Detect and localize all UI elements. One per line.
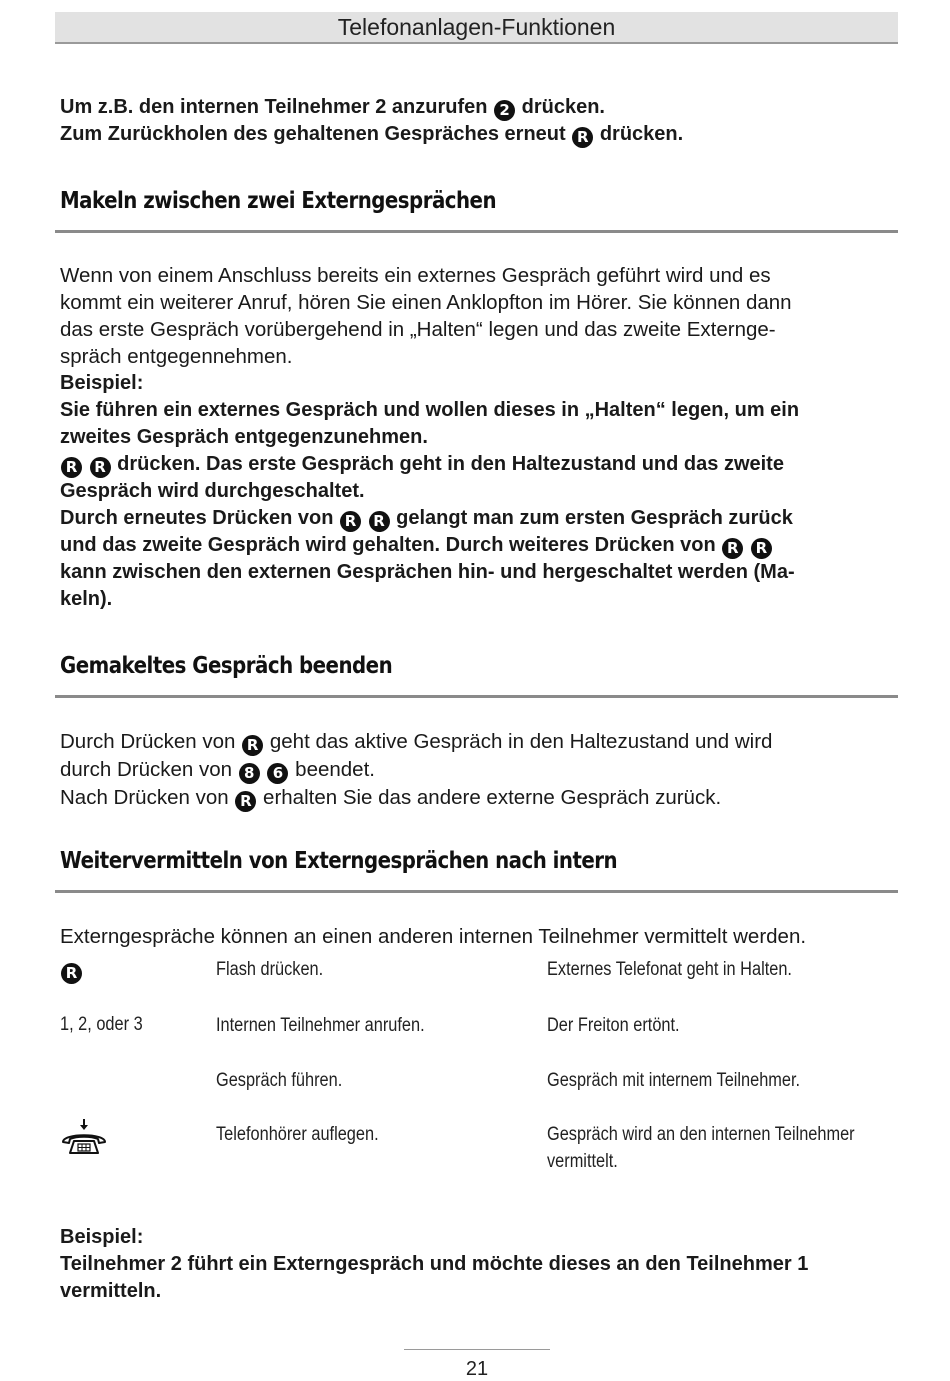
example-line: keln). [60,588,113,610]
paragraph-line: kommt ein weiterer Anruf, hören Sie einen Anklopfton im Hörer. Sie können dann [60,291,792,314]
key-2-icon: 2 [494,100,515,121]
key-r-icon: R [61,963,82,984]
key-r-icon: R [242,735,263,756]
section-divider [55,890,898,893]
header-title: Telefonanlagen-Funktionen [337,14,616,40]
example-line: Sie führen ein externes Gespräch und wollen dieses in „Halten“ legen, um ein [60,399,800,421]
example-line [60,451,890,478]
example-text: gelangt man zum ersten Gespräch zurück [396,507,793,529]
paragraph-text: beendet. [295,758,375,781]
example-text: Durch erneutes Drücken von [60,507,334,529]
handset-hangup-icon [58,1118,110,1158]
paragraph-line [60,784,890,812]
example-text: drücken. Das erste Gespräch geht in den Haltezustand und das zweite [117,453,784,475]
intro-text: Zum Zurückholen des gehaltenen Gespräches erneut [60,123,566,145]
example-line: kann zwischen den externen Gesprächen hin- und hergeschaltet werden (Ma- [60,561,795,583]
section1-paragraph [60,262,890,370]
step-action: Internen Teilnehmer anrufen. [216,1015,425,1036]
page-number: 21 [465,1358,489,1380]
section1-example [60,370,890,613]
key-r-icon: R [572,127,593,148]
intro-line-2 [60,121,890,148]
paragraph-line: Wenn von einem Anschluss bereits ein externes Gespräch geführt wird und es [60,264,771,287]
page-header [55,12,898,44]
step-action: Telefonhörer auflegen. [216,1124,379,1145]
section-divider [55,230,898,233]
example-line: vermitteln. [60,1280,162,1302]
section-heading-makeln: Makeln zwischen zwei Externgesprächen [60,188,497,214]
step-result: vermittelt. [547,1151,618,1172]
section-heading-weitervermitteln: Weitervermitteln von Externgesprächen nach intern [60,848,618,874]
step-result: Der Freiton ertönt. [547,1015,680,1036]
section2-paragraph [60,728,890,812]
key-r-icon: R [235,791,256,812]
key-r-icon: R [61,457,82,478]
paragraph-line [60,756,890,784]
step-result: Externes Telefonat geht in Halten. [547,959,792,980]
key-r-icon: R [369,511,390,532]
step-result: Gespräch wird an den internen Teilnehmer [547,1124,855,1145]
key-r-icon: R [751,538,772,559]
intro-instructions [60,94,890,148]
example-label: Beispiel: [60,372,144,394]
paragraph-text: durch Drücken von [60,758,233,781]
paragraph-line [60,728,890,756]
section3-example [60,1224,890,1305]
section-divider [55,695,898,698]
key-8-icon: 8 [239,763,260,784]
paragraph-text: Nach Drücken von [60,786,229,809]
paragraph-line: Externgespräche können an einen anderen internen Teilnehmer vermittelt werden. [60,925,807,948]
key-r-icon: R [722,538,743,559]
intro-text: drücken. [521,96,605,118]
step-action: Gespräch führen. [216,1070,343,1091]
step-key-text: 1, 2, oder 3 [60,1014,143,1035]
paragraph-text: Durch Drücken von [60,730,236,753]
example-line [60,505,890,532]
footer-divider [404,1349,550,1350]
paragraph-line: spräch entgegennehmen. [60,345,293,368]
step-result: Gespräch mit internem Teilnehmer. [547,1070,801,1091]
example-text: und das zweite Gespräch wird gehalten. Durch weiteres Drücken von [60,534,716,556]
example-line: zweites Gespräch entgegenzunehmen. [60,426,428,448]
example-line: Teilnehmer 2 führt ein Externgespräch und möchte dieses an den Teilnehmer 1 [60,1253,809,1275]
intro-text: drücken. [599,123,684,145]
paragraph-line: das erste Gespräch vorübergehend in „Halten“ legen und das zweite Externge- [60,318,776,341]
intro-line-1 [60,94,890,121]
step-action: Flash drücken. [216,959,324,980]
section3-intro [60,923,890,950]
section-heading-gemakeltes: Gemakeltes Gespräch beenden [60,653,393,679]
paragraph-text: erhalten Sie das andere externe Gespräch zurück. [263,786,722,809]
example-label: Beispiel: [60,1226,144,1248]
key-r-icon: R [340,511,361,532]
key-r-icon: R [90,457,111,478]
example-line [60,532,890,559]
example-line: Gespräch wird durchgeschaltet. [60,480,365,502]
intro-text: Um z.B. den internen Teilnehmer 2 anzurufen [60,96,488,118]
key-6-icon: 6 [267,763,288,784]
paragraph-text: geht das aktive Gespräch in den Haltezustand und wird [269,730,773,753]
